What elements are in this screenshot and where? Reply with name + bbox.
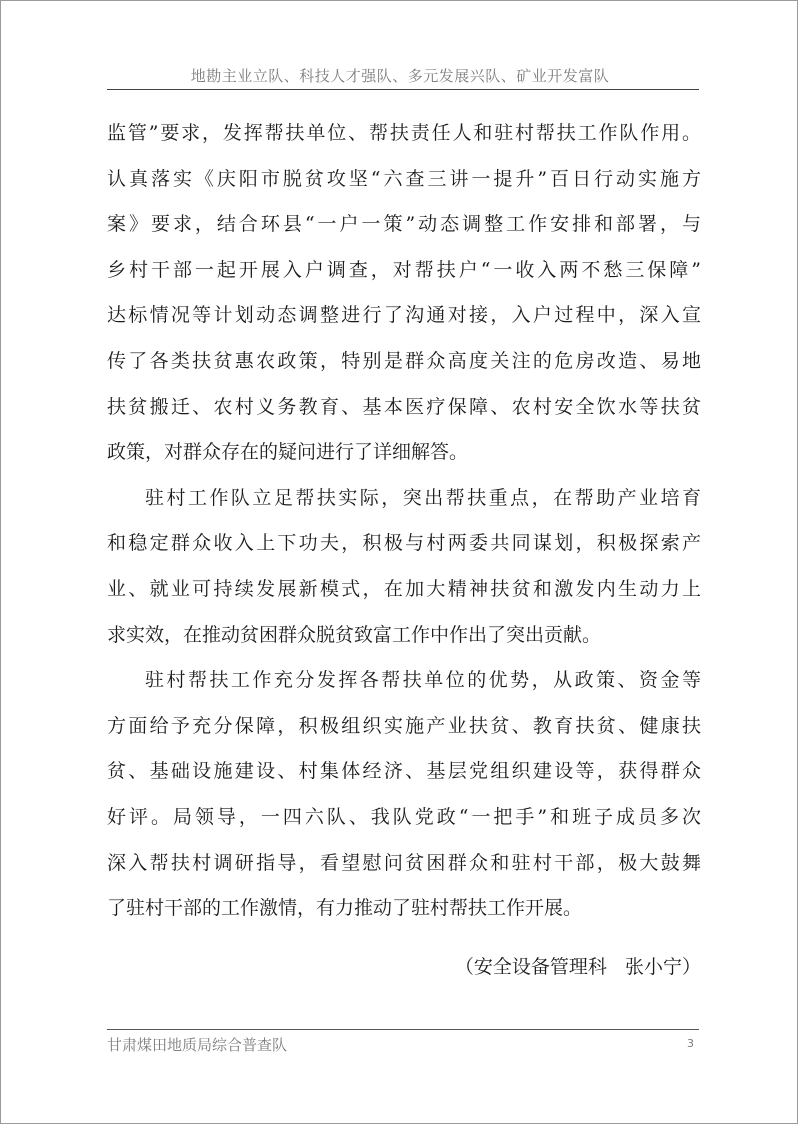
text-line: 乡村干部一起开展入户调查，对帮扶户“一收入两不愁三保障”: [107, 258, 701, 281]
text-line: 深入帮扶村调研指导，看望慰问贫困群众和驻村干部，极大鼓舞: [107, 851, 701, 874]
text-line: 监管”要求，发挥帮扶单位、帮扶责任人和驻村帮扶工作队作用。: [107, 122, 701, 144]
paragraph-2: [107, 476, 701, 658]
paragraph-3: [107, 658, 701, 932]
text-line: 认真落实《庆阳市脱贫攻坚“六查三讲一提升”百日行动实施方: [107, 167, 701, 190]
page-number: 3: [687, 1037, 694, 1050]
body-text: [107, 111, 701, 932]
text-line: 好评。局领导，一四六队、我队党政“一把手”和班子成员多次: [107, 805, 701, 828]
text-line: 传了各类扶贫惠农政策，特别是群众高度关注的危房改造、易地: [107, 349, 701, 372]
text-line: 和稳定群众收入上下功夫，积极与村两委共同谋划，积极探索产: [107, 532, 701, 555]
text-line: 贫、基础设施建设、村集体经济、基层党组织建设等，获得群众: [107, 760, 701, 783]
footer-organization: 甘肃煤田地质局综合普查队: [107, 1036, 288, 1054]
author-signature: （安全设备管理科 张小宁）: [454, 956, 701, 978]
page-header: 地勘主业立队、科技人才强队、多元发展兴队、矿业开发富队: [190, 67, 610, 85]
text-line: 求实效，在推动贫困群众脱贫致富工作中作出了突出贡献。: [107, 623, 602, 646]
text-line: 政策，对群众存在的疑问进行了详细解答。: [107, 441, 469, 464]
text-line: 了驻村干部的工作激情，有力推动了驻村帮扶工作开展。: [107, 897, 583, 920]
text-line: 驻村帮扶工作充分发挥各帮扶单位的优势，从政策、资金等: [145, 669, 701, 692]
header-divider: [107, 89, 699, 90]
text-line: 案》要求，结合环县“一户一策”动态调整工作安排和部署，与: [107, 213, 701, 236]
text-line: 业、就业可持续发展新模式，在加大精神扶贫和激发内生动力上: [107, 577, 701, 600]
text-line: 方面给予充分保障，积极组织实施产业扶贫、教育扶贫、健康扶: [107, 714, 701, 737]
footer-divider: [107, 1029, 699, 1030]
text-line: 达标情况等计划动态调整进行了沟通对接，入户过程中，深入宣: [107, 304, 701, 327]
paragraph-1: [107, 111, 701, 476]
text-line: 扶贫搬迁、农村义务教育、基本医疗保障、农村安全饮水等扶贫: [107, 395, 701, 418]
text-line: 驻村工作队立足帮扶实际，突出帮扶重点，在帮助产业培育: [145, 486, 701, 509]
